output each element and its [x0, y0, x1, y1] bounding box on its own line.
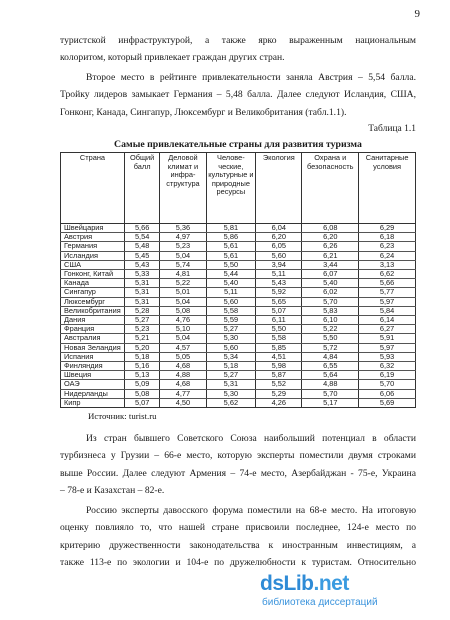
score-cell: 5,66 [359, 279, 416, 288]
column-header: Челове-ческие, культурные и природные ресурсы [206, 153, 256, 224]
country-cell: Новая Зеландия [61, 343, 125, 352]
score-cell: 5,84 [359, 306, 416, 315]
score-cell: 5,65 [256, 297, 302, 306]
country-cell: Нидерланды [61, 389, 125, 398]
country-cell: Австрия [61, 233, 125, 242]
third-paragraph [60, 430, 416, 500]
score-cell: 5,04 [160, 251, 206, 260]
intro-paragraph [60, 32, 416, 67]
table-row [61, 380, 416, 389]
score-cell: 5,45 [124, 251, 160, 260]
score-cell: 5,66 [124, 224, 160, 233]
score-cell: 5,92 [256, 288, 302, 297]
score-cell: 5,98 [256, 362, 302, 371]
country-cell: Австралия [61, 334, 125, 343]
table-row [61, 297, 416, 306]
score-cell: 5,31 [124, 297, 160, 306]
score-cell: 4,88 [302, 380, 359, 389]
dslib-watermark[interactable] [260, 572, 430, 612]
score-cell: 5,52 [256, 380, 302, 389]
score-cell: 5,48 [124, 242, 160, 251]
table-row [61, 279, 416, 288]
score-cell: 5,22 [302, 325, 359, 334]
country-cell: США [61, 260, 125, 269]
score-cell: 6,26 [302, 242, 359, 251]
score-cell: 4,57 [160, 343, 206, 352]
country-cell: Испания [61, 352, 125, 361]
text-line: туристской инфраструктурой, а также ярко выраженным национальным [60, 35, 416, 46]
table-row [61, 288, 416, 297]
score-cell: 5,17 [302, 398, 359, 407]
score-cell: 5,72 [302, 343, 359, 352]
logo-ds-text: ds [260, 572, 284, 595]
score-cell: 6,07 [302, 270, 359, 279]
score-cell: 5,31 [124, 279, 160, 288]
logo-net-text: .net [313, 572, 349, 595]
score-cell: 5,29 [256, 389, 302, 398]
score-cell: 5,07 [124, 398, 160, 407]
score-cell: 6,19 [359, 371, 416, 380]
table-header-row [61, 153, 416, 224]
text-line: – 78-е и Казахстан – 82-е. [60, 485, 165, 497]
table-source: Источник: turist.ru [88, 411, 157, 421]
score-cell: 6,32 [359, 362, 416, 371]
score-cell: 3,13 [359, 260, 416, 269]
score-cell: 5,70 [302, 389, 359, 398]
score-cell: 4,97 [160, 233, 206, 242]
score-cell: 5,44 [206, 270, 256, 279]
score-cell: 5,16 [124, 362, 160, 371]
score-cell: 6,62 [359, 270, 416, 279]
score-cell: 5,10 [160, 325, 206, 334]
score-cell: 6,06 [359, 389, 416, 398]
table-row [61, 371, 416, 380]
score-cell: 5,97 [359, 343, 416, 352]
country-cell: Канада [61, 279, 125, 288]
score-cell: 5,60 [256, 251, 302, 260]
score-cell: 5,62 [206, 398, 256, 407]
table-row [61, 398, 416, 407]
score-cell: 5,70 [359, 380, 416, 389]
table-row [61, 362, 416, 371]
score-cell: 6,05 [256, 242, 302, 251]
column-header: Экология [256, 153, 302, 224]
country-cell: Великобритания [61, 306, 125, 315]
country-cell: Франция [61, 325, 125, 334]
table-row [61, 270, 416, 279]
table-row [61, 325, 416, 334]
score-cell: 6,10 [302, 316, 359, 325]
second-paragraph [60, 69, 416, 121]
score-cell: 4,76 [160, 316, 206, 325]
text-line: Второе место в рейтинге привлекательности заняла Австрия – 5,54 балла. [86, 72, 416, 83]
score-cell: 5,40 [302, 279, 359, 288]
score-cell: 4,51 [256, 352, 302, 361]
score-cell: 5,13 [124, 371, 160, 380]
score-cell: 5,77 [359, 288, 416, 297]
dslib-logo [260, 572, 349, 596]
score-cell: 5,40 [206, 279, 256, 288]
country-cell: Швейцария [61, 224, 125, 233]
country-cell: Швеция [61, 371, 125, 380]
text-line: турбизнеса у Грузии – 66-е место, которую эксперты поместили двумя строками [60, 450, 416, 462]
score-cell: 5,61 [206, 242, 256, 251]
score-cell: 5,69 [359, 398, 416, 407]
text-line: оценку повлияло то, что нашей стране присвоили последнее, 124-е место по [60, 522, 416, 534]
text-line: Из стран бывшего Советского Союза наибольший потенциал в области [86, 433, 416, 444]
score-cell: 5,09 [124, 380, 160, 389]
score-cell: 4,68 [160, 380, 206, 389]
table-title: Самые привлекательные страны для развития туризма [114, 139, 362, 150]
table-label: Таблица 1.1 [368, 124, 416, 134]
score-cell: 5,85 [256, 343, 302, 352]
score-cell: 5,22 [160, 279, 206, 288]
score-cell: 6,29 [359, 224, 416, 233]
score-cell: 5,23 [160, 242, 206, 251]
score-cell: 6,04 [256, 224, 302, 233]
score-cell: 6,08 [302, 224, 359, 233]
score-cell: 5,05 [160, 352, 206, 361]
score-cell: 3,44 [302, 260, 359, 269]
score-cell: 5,33 [124, 270, 160, 279]
score-cell: 6,23 [359, 242, 416, 251]
score-cell: 5,36 [160, 224, 206, 233]
ranking-table [60, 152, 416, 408]
score-cell: 4,77 [160, 389, 206, 398]
country-cell: Кипр [61, 398, 125, 407]
text-line: выше России. Далее следуют Армения – 74-е место, Азербайджан - 75-е, Украина [60, 467, 416, 479]
score-cell: 5,59 [206, 316, 256, 325]
score-cell: 5,86 [206, 233, 256, 242]
column-header: Санитарные условия [359, 153, 416, 224]
score-cell: 6,24 [359, 251, 416, 260]
score-cell: 5,27 [124, 316, 160, 325]
score-cell: 5,18 [124, 352, 160, 361]
score-cell: 5,83 [302, 306, 359, 315]
column-header: Страна [61, 153, 125, 224]
score-cell: 5,70 [302, 297, 359, 306]
score-cell: 4,68 [160, 362, 206, 371]
score-cell: 5,58 [256, 334, 302, 343]
score-cell: 5,87 [256, 371, 302, 380]
score-cell: 5,04 [160, 297, 206, 306]
table-row [61, 352, 416, 361]
score-cell: 5,58 [206, 306, 256, 315]
score-cell: 6,20 [302, 233, 359, 242]
score-cell: 5,07 [256, 306, 302, 315]
score-cell: 5,08 [160, 306, 206, 315]
score-cell: 5,74 [160, 260, 206, 269]
country-cell: Люксембург [61, 297, 125, 306]
score-cell: 5,31 [206, 380, 256, 389]
score-cell: 5,61 [206, 251, 256, 260]
score-cell: 5,50 [206, 260, 256, 269]
score-cell: 6,27 [359, 325, 416, 334]
table-row [61, 306, 416, 315]
table-row [61, 251, 416, 260]
country-cell: Финляндия [61, 362, 125, 371]
score-cell: 5,97 [359, 297, 416, 306]
score-cell: 5,60 [206, 297, 256, 306]
score-cell: 5,50 [256, 325, 302, 334]
table-row [61, 233, 416, 242]
score-cell: 5,27 [206, 325, 256, 334]
country-cell: Дания [61, 316, 125, 325]
score-cell: 5,04 [160, 334, 206, 343]
text-line: колоритом, который привлекает граждан других стран. [60, 52, 285, 64]
dslib-subtitle: библиотека диссертаций [262, 597, 378, 608]
country-cell: Гонконг, Китай [61, 270, 125, 279]
score-cell: 5,43 [256, 279, 302, 288]
score-cell: 4,84 [302, 352, 359, 361]
score-cell: 6,14 [359, 316, 416, 325]
table-row [61, 389, 416, 398]
score-cell: 3,94 [256, 260, 302, 269]
page-number: 9 [414, 8, 420, 20]
table-row [61, 242, 416, 251]
score-cell: 6,02 [302, 288, 359, 297]
score-cell: 6,20 [256, 233, 302, 242]
table-row [61, 224, 416, 233]
score-cell: 5,60 [206, 343, 256, 352]
country-cell: Сингапур [61, 288, 125, 297]
score-cell: 5,08 [124, 389, 160, 398]
score-cell: 4,88 [160, 371, 206, 380]
score-cell: 5,11 [206, 288, 256, 297]
score-cell: 4,50 [160, 398, 206, 407]
text-line: Россию эксперты давосского форума поместили на 68-е место. На итоговую [86, 505, 416, 516]
country-cell: ОАЭ [61, 380, 125, 389]
text-line: Тройку лидеров замыкает Германия – 5,48 балла. Далее следуют Исландия, США, [60, 89, 416, 101]
score-cell: 5,50 [302, 334, 359, 343]
text-line: Гонконг, Канада, Сингапур, Люксембург и Великобритания (табл.1.1). [60, 106, 347, 118]
score-cell: 5,21 [124, 334, 160, 343]
table-row [61, 343, 416, 352]
score-cell: 5,54 [124, 233, 160, 242]
column-header: Охрана и безопасность [302, 153, 359, 224]
score-cell: 5,64 [302, 371, 359, 380]
score-cell: 5,28 [124, 306, 160, 315]
column-header: Деловой климат и инфра-структура [160, 153, 206, 224]
score-cell: 5,91 [359, 334, 416, 343]
table-row [61, 316, 416, 325]
score-cell: 5,20 [124, 343, 160, 352]
score-cell: 4,81 [160, 270, 206, 279]
score-cell: 5,18 [206, 362, 256, 371]
score-cell: 5,01 [160, 288, 206, 297]
score-cell: 6,18 [359, 233, 416, 242]
score-cell: 5,30 [206, 334, 256, 343]
score-cell: 5,93 [359, 352, 416, 361]
country-cell: Германия [61, 242, 125, 251]
score-cell: 6,55 [302, 362, 359, 371]
score-cell: 5,30 [206, 389, 256, 398]
country-cell: Исландия [61, 251, 125, 260]
logo-lib-text: Lib [283, 572, 314, 595]
score-cell: 5,11 [256, 270, 302, 279]
score-cell: 5,23 [124, 325, 160, 334]
column-header: Общий балл [124, 153, 160, 224]
score-cell: 6,21 [302, 251, 359, 260]
text-line: также 113-е по экологии и 104-е по дружелюбности к туристам. Относительно [60, 557, 416, 569]
score-cell: 5,34 [206, 352, 256, 361]
table-row [61, 260, 416, 269]
fourth-paragraph [60, 502, 416, 572]
score-cell: 5,31 [124, 288, 160, 297]
score-cell: 4,26 [256, 398, 302, 407]
score-cell: 5,81 [206, 224, 256, 233]
table-row [61, 334, 416, 343]
text-line: критерию дружественности законодательства к иностранным инвестициям, а [60, 539, 416, 551]
score-cell: 5,27 [206, 371, 256, 380]
score-cell: 5,43 [124, 260, 160, 269]
score-cell: 6,11 [256, 316, 302, 325]
